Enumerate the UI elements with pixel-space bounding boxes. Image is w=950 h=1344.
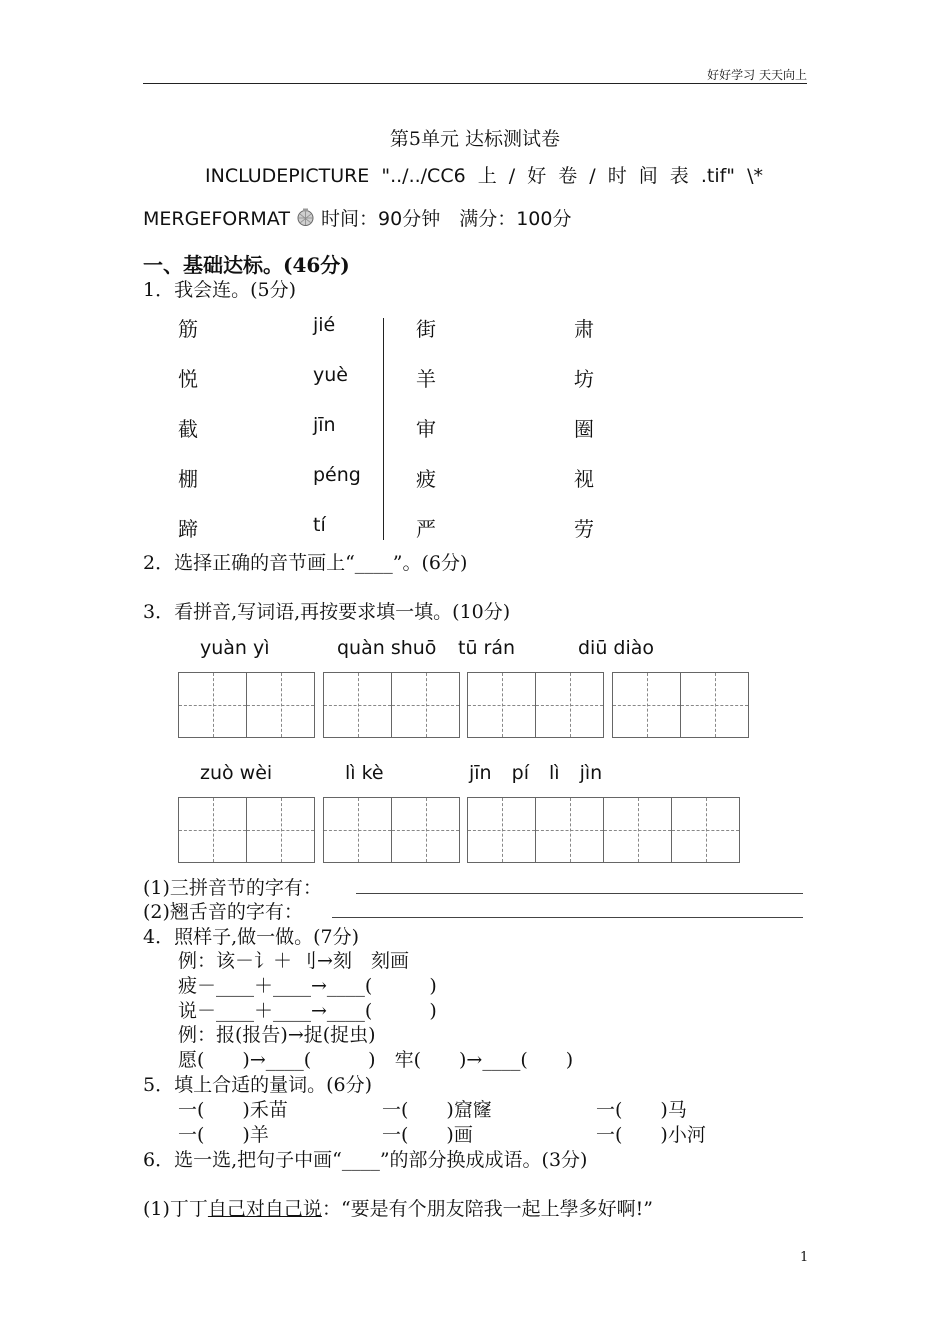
page-title: 第5单元 达标测试卷 — [389, 128, 561, 150]
q1-col4-item: 坊 — [574, 367, 594, 391]
q2-label: 2．选择正确的音节画上“____”。(6分) — [143, 552, 468, 574]
field-code-text: MERGEFORMAT — [143, 208, 290, 230]
q1-col2-pinyin: jīn — [313, 414, 336, 436]
field-code-line-2 — [143, 204, 571, 231]
q1-label: 1．我会连。(5分) — [143, 279, 297, 301]
q5-item: 一( )羊 — [178, 1124, 269, 1146]
q3-label: 3．看拼音,写词语,再按要求填一填。(10分) — [143, 601, 511, 623]
q3-pinyin: yuàn yì — [200, 637, 270, 659]
q1-col1-item: 棚 — [178, 467, 198, 491]
q5-item: 一( )禾苗 — [178, 1099, 288, 1121]
section-heading: 一、基础达标。(46分) — [143, 253, 350, 277]
q6-label: 6．选一选,把句子中画“____”的部分换成成语。(3分) — [143, 1149, 588, 1171]
q3-pinyin: lì kè — [345, 762, 384, 784]
q4-line-1: 疲－____＋____→____( ) — [178, 975, 437, 997]
q4-example-2: 例：报(报告)→捉(捉虫) — [178, 1024, 376, 1046]
q4-example-1: 例：该－讠＋ 刂→刻 刻画 — [178, 950, 409, 972]
writing-grid[interactable] — [467, 672, 603, 738]
q1-col2-pinyin: jié — [313, 314, 336, 336]
q1-col2-pinyin: tí — [313, 514, 326, 536]
q6-underlined-phrase: 自己对自己说 — [207, 1198, 322, 1220]
q3-pinyin: diū diào — [578, 637, 655, 659]
q3-sub1-label: (1)三拼音节的字有： — [143, 877, 322, 899]
q1-col3-item: 审 — [416, 417, 436, 441]
q1-col4-item: 劳 — [574, 517, 594, 541]
q1-col1-item: 筋 — [178, 317, 198, 341]
time-info: 时间：90分钟 满分：100分 — [321, 208, 572, 230]
header-text: 好好学习 天天向上 — [707, 68, 807, 82]
q3-pinyin: tū rán — [458, 637, 516, 659]
q4-line-2: 说－____＋____→____( ) — [178, 1000, 437, 1022]
q3-pinyin: quàn shuō — [337, 637, 437, 659]
writing-grid[interactable] — [323, 797, 459, 863]
q3-sub2-label: (2)翘舌音的字有： — [143, 901, 303, 923]
q1-col1-item: 悦 — [178, 367, 198, 391]
q1-col3-item: 羊 — [416, 367, 436, 391]
q1-col3-item: 街 — [416, 317, 436, 341]
page-number: 1 — [800, 1250, 809, 1265]
q6-sentence-prefix: (1)丁丁 — [143, 1198, 208, 1220]
q5-item: 一( )马 — [596, 1099, 687, 1121]
q6-sentence-1 — [143, 1194, 653, 1221]
writing-grid[interactable] — [178, 797, 314, 863]
q1-divider — [383, 318, 384, 540]
q5-label: 5．填上合适的量词。(6分) — [143, 1074, 373, 1096]
q1-col2-pinyin: péng — [313, 464, 361, 486]
q1-col4-item: 视 — [574, 467, 594, 491]
q1-col1-item: 蹄 — [178, 517, 198, 541]
q4-line-3: 愿( )→____( ) 牢( )→____( ) — [178, 1049, 574, 1071]
q3-sub1-answer-line[interactable] — [356, 893, 803, 894]
q3-pinyin: jīn pí lì jìn — [469, 762, 603, 784]
q1-col4-item: 圈 — [574, 417, 594, 441]
q1-col4-item: 肃 — [574, 317, 594, 341]
q1-col3-item: 疲 — [416, 467, 436, 491]
q5-item: 一( )小河 — [596, 1124, 706, 1146]
writing-grid[interactable] — [178, 672, 314, 738]
q1-col1-item: 截 — [178, 417, 198, 441]
header-rule — [143, 83, 807, 84]
writing-grid[interactable] — [323, 672, 459, 738]
clock-image-icon — [296, 208, 315, 227]
q3-pinyin: zuò wèi — [200, 762, 273, 784]
q3-sub2-answer-line[interactable] — [332, 917, 803, 918]
q4-label: 4．照样子,做一做。(7分) — [143, 926, 360, 948]
writing-grid[interactable] — [467, 797, 739, 863]
q1-col3-item: 严 — [416, 517, 436, 541]
field-code-line-1: INCLUDEPICTURE "../../CC6 上 / 好 卷 / 时 间 表 .tif" \* — [205, 165, 763, 187]
q5-item: 一( )窟窿 — [382, 1099, 492, 1121]
q1-col2-pinyin: yuè — [313, 364, 348, 386]
q6-sentence-rest: ：“要是有个朋友陪我一起上學多好啊!” — [321, 1198, 654, 1220]
writing-grid[interactable] — [612, 672, 748, 738]
q5-item: 一( )画 — [382, 1124, 473, 1146]
